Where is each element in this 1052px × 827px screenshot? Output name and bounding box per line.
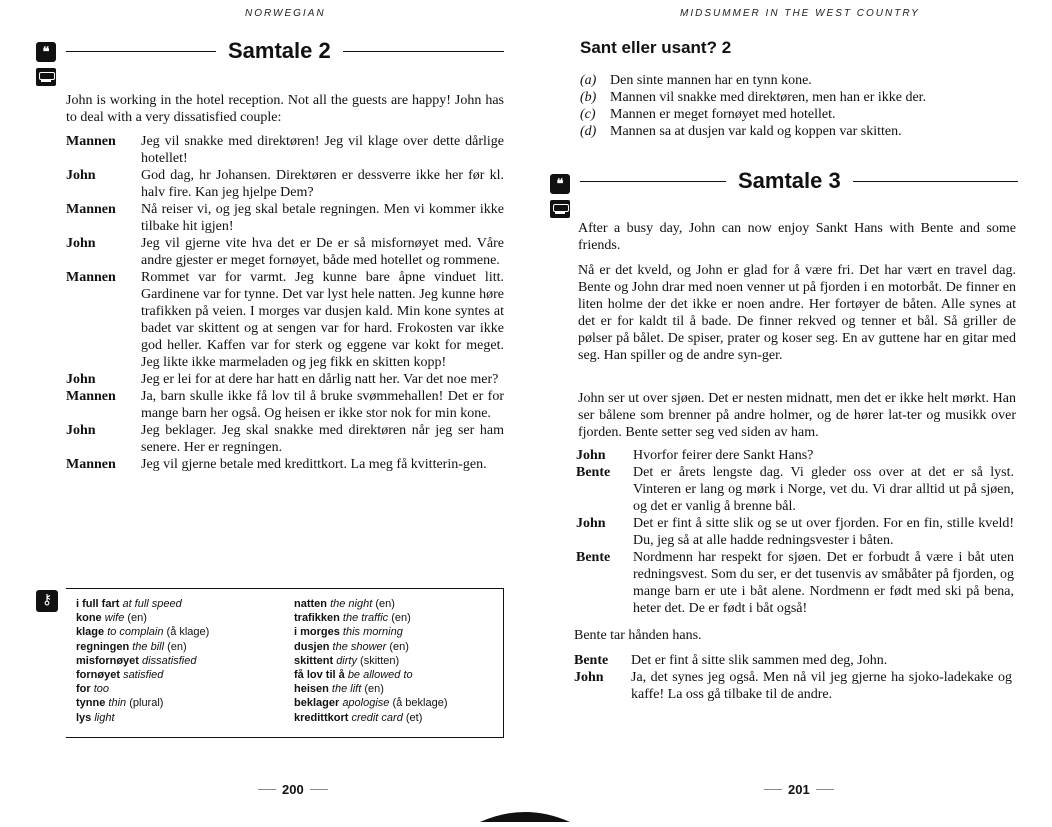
dialogue-samtale-3-part-1 <box>576 447 1014 617</box>
vocab-extra: (en) <box>389 640 409 653</box>
vocab-meaning: the traffic <box>342 612 389 625</box>
dialogue-line <box>66 167 504 201</box>
speaker-name: John <box>66 236 96 251</box>
vocab-meaning: apologise <box>342 697 390 710</box>
exercise-item <box>580 72 1020 89</box>
vocabulary-column-left <box>76 597 209 725</box>
cassette-tape-icon <box>36 68 56 86</box>
speaker-name: Bente <box>576 550 611 565</box>
vocab-extra: (plural) <box>129 697 164 710</box>
section-heading-samtale-2 <box>66 38 504 64</box>
right-page <box>526 0 1052 822</box>
vocab-meaning: to complain <box>107 626 164 639</box>
vocab-meaning: the lift <box>331 683 362 696</box>
vocab-meaning: thin <box>108 697 127 710</box>
speaker-name: John <box>66 168 96 183</box>
section-title: Samtale 2 <box>228 38 331 63</box>
vocabulary-entry <box>294 654 448 668</box>
dialogue-samtale-2 <box>66 133 504 473</box>
speaker-name: Mannen <box>66 134 116 149</box>
story-paragraph-2: John ser ut over sjøen. Det er nesten midnatt, men det er ikke helt mørkt. Han ser bålene som brenner på andre holmer, og de hører lat-ter og musikk over fjorden. Bente setter seg ved siden av ham. <box>578 391 1016 440</box>
vocab-word: i full fart <box>76 598 120 610</box>
vocabulary-entry <box>294 640 448 654</box>
narration-line: Bente tar hånden hans. <box>574 628 702 643</box>
dialogue-line <box>576 515 1014 549</box>
vocab-word: tynne <box>76 697 106 710</box>
vocabulary-entry <box>76 625 209 639</box>
vocab-meaning: credit card <box>351 711 403 724</box>
exercise-item <box>580 106 1020 123</box>
key-icon: ⚷ <box>36 590 58 612</box>
speaker-name: John <box>576 448 606 463</box>
exercise-heading: Sant eller usant? 2 <box>580 38 732 57</box>
exercise-text: Mannen sa at dusjen var kald og koppen var skitten. <box>610 124 902 139</box>
speaker-name: John <box>574 670 604 685</box>
dialogue-text: Rommet var for varmt. Jeg kunne bare åpne vinduet litt. Gardinene var for tynne. Det var lyst hele natten. Jeg kunne høre trafikken på veien. I morges var dusjen kald. Min kone syntes at badet var skittent og at sengen var for hard. Frokosten var ikke god heller. Kaffen var for sterk og eggene var kokt for meget. Jeg likte ikke marmeladen og jeg fikk en skitten kopp! <box>141 270 504 370</box>
speaker-name: John <box>66 423 96 438</box>
dialogue-line <box>66 201 504 235</box>
dialogue-text: Det er fint å sitte slik sammen med deg, John. <box>631 653 888 668</box>
section-heading-samtale-3 <box>580 168 1018 194</box>
vocabulary-entry <box>76 682 209 696</box>
vocab-word: beklager <box>294 697 340 710</box>
running-head-left: NORWEGIAN <box>245 8 326 19</box>
vocab-word: få lov til å <box>294 669 345 682</box>
page-number-value: 201 <box>788 782 810 797</box>
vocab-word: kone <box>76 612 102 625</box>
vocab-word: klage <box>76 626 105 639</box>
dialogue-samtale-3-part-2 <box>574 652 1012 703</box>
dash-decoration <box>764 789 782 790</box>
vocab-extra: (å klage) <box>166 626 210 639</box>
speech-bubble-icon: ❝ <box>550 174 570 194</box>
section-title: Samtale 3 <box>738 168 841 193</box>
speaker-name: John <box>576 516 606 531</box>
vocab-extra: (skitten) <box>360 654 400 667</box>
vocab-meaning: the bill <box>132 640 165 653</box>
vocab-word: kredittkort <box>294 711 349 724</box>
exercise-list <box>580 72 1020 140</box>
vocab-extra: (en) <box>375 598 395 610</box>
vocab-word: trafikken <box>294 612 340 625</box>
page-number-left <box>252 782 334 797</box>
vocabulary-entry <box>294 696 448 710</box>
vocabulary-entry <box>294 625 448 639</box>
intro-paragraph: John is working in the hotel reception. Not all the guests are happy! John has to deal with a very dissatisfied couple: <box>66 93 504 125</box>
page-number-value: 200 <box>282 782 304 797</box>
exercise-label: (c) <box>580 107 596 122</box>
vocabulary-entry <box>76 711 209 725</box>
dialogue-text: Jeg vil snakke med direktøren! Jeg vil klage over dette dårlige hotellet! <box>141 134 504 166</box>
dialogue-text: Nå reiser vi, og jeg skal betale regningen. Men vi kommer ikke tilbake hit igjen! <box>141 202 504 234</box>
intro-paragraph: After a busy day, John can now enjoy Sankt Hans with Bente and some friends. <box>578 221 1016 253</box>
vocab-extra: (å beklage) <box>392 697 448 710</box>
vocabulary-entry <box>76 611 209 625</box>
speaker-name: Mannen <box>66 457 116 472</box>
vocab-extra: (en) <box>391 612 411 625</box>
vocab-meaning: dirty <box>336 654 357 667</box>
vocab-meaning: the night <box>330 598 373 610</box>
speaker-name: Mannen <box>66 389 116 404</box>
vocabulary-entry <box>76 668 209 682</box>
vocab-word: natten <box>294 598 327 610</box>
vocab-meaning: wife <box>104 612 125 625</box>
vocabulary-entry <box>76 696 209 710</box>
vocabulary-entry <box>76 640 209 654</box>
vocab-extra: (en) <box>127 612 147 625</box>
speaker-name: Bente <box>574 653 609 668</box>
vocabulary-entry <box>76 597 209 611</box>
dialogue-line <box>66 456 504 473</box>
dialogue-line <box>574 652 1012 669</box>
vocab-meaning: dissatisfied <box>142 654 197 667</box>
vocabulary-column-right <box>294 597 448 725</box>
dash-decoration <box>816 789 834 790</box>
dialogue-line <box>66 371 504 388</box>
dialogue-line <box>66 133 504 167</box>
exercise-label: (d) <box>580 124 597 139</box>
vocabulary-entry <box>294 682 448 696</box>
speaker-name: Mannen <box>66 202 116 217</box>
dialogue-text: Jeg er lei for at dere har hatt en dårlig natt her. Var det noe mer? <box>141 372 499 387</box>
vocab-meaning: the shower <box>332 640 387 653</box>
dialogue-text: Jeg vil gjerne vite hva det er De er så misfornøyet med. Våre andre gjester er meget fornøyet, både med hotellet og rommene. <box>141 236 504 268</box>
vocab-meaning: too <box>93 683 110 696</box>
vocab-word: regningen <box>76 640 130 653</box>
dialogue-text: Nordmenn har respekt for sjøen. Det er forbudt å være i båt uten redningsvest. Som du ser, er det tusenvis av småbåter på fjorden, og mange barn er ute i båt alene. Nordmenn er født med ski på bena, heter det. De er født i båt også! <box>633 550 1014 616</box>
dialogue-line <box>576 549 1014 617</box>
vocabulary-entry <box>294 711 448 725</box>
vocab-extra: (et) <box>405 711 423 724</box>
dialogue-text: Ja, det synes jeg også. Men nå vil jeg gjerne ha sjoko-ladekake og kaffe! La oss gå tilbake til de andre. <box>631 670 1012 702</box>
vocab-meaning: at full speed <box>122 598 182 610</box>
vocab-word: dusjen <box>294 640 330 653</box>
dialogue-line <box>576 447 1014 464</box>
speaker-name: Bente <box>576 465 611 480</box>
exercise-item <box>580 123 1020 140</box>
exercise-label: (a) <box>580 73 597 88</box>
dialogue-line <box>574 669 1012 703</box>
exercise-text: Mannen vil snakke med direktøren, men han er ikke der. <box>610 90 927 105</box>
vocabulary-entry <box>294 668 448 682</box>
dialogue-text: Det er årets lengste dag. Vi gleder oss over at det er så lyst. Vinteren er lang og mørk i Norge, vet du. Vi drar alltid ut på sjøen, og det er vanlig å brenne bål. <box>633 465 1014 514</box>
exercise-item <box>580 89 1020 106</box>
dash-decoration <box>258 789 276 790</box>
vocab-word: lys <box>76 711 92 724</box>
cassette-tape-icon <box>550 200 570 218</box>
dialogue-line <box>66 235 504 269</box>
exercise-text: Den sinte mannen har en tynn kone. <box>610 73 812 88</box>
page-number-right <box>758 782 840 797</box>
dialogue-text: Jeg vil gjerne betale med kredittkort. La meg få kvitterin-gen. <box>141 457 487 472</box>
vocabulary-box <box>66 588 504 738</box>
left-page <box>0 0 526 822</box>
dialogue-line <box>66 422 504 456</box>
vocabulary-entry <box>294 597 448 611</box>
vocabulary-entry <box>76 654 209 668</box>
vocab-extra: (en) <box>167 640 187 653</box>
vocab-extra: (en) <box>364 683 384 696</box>
dialogue-text: Hvorfor feirer dere Sankt Hans? <box>633 448 814 463</box>
vocab-meaning: be allowed to <box>347 669 413 682</box>
dialogue-line <box>576 464 1014 515</box>
dash-decoration <box>310 789 328 790</box>
story-paragraph-1: Nå er det kveld, og John er glad for å være fri. Det har vært en travel dag. Bente og John drar med noen venner ut på fjorden i en motorbåt. De finner en liten holme der det ikke er noen andre. Her fortøyer de båten. Alle synes at det er for kaldt til å bade. De finner rekved og tenner et bål. Så griller de pølser på bålet. De spiser, prater og koser seg. En av guttene har en gitar med seg. Han spiller og de andre syn-ger. <box>578 263 1016 363</box>
vocab-word: fornøyet <box>76 669 120 682</box>
dialogue-text: Det er fint å sitte slik og se ut over fjorden. For en fin, stille kveld! Du, jeg så at alle hadde redningsvester i båten. <box>633 516 1014 548</box>
speaker-name: John <box>66 372 96 387</box>
vocab-word: misfornøyet <box>76 654 139 667</box>
running-head-right: MIDSUMMER IN THE WEST COUNTRY <box>680 8 920 19</box>
vocab-word: i morges <box>294 626 340 639</box>
exercise-text: Mannen er meget fornøyet med hotellet. <box>610 107 836 122</box>
vocab-meaning: this morning <box>342 626 403 639</box>
vocab-meaning: satisfied <box>123 669 164 682</box>
dialogue-text: God dag, hr Johansen. Direktøren er dessverre ikke her før kl. halv fire. Kan jeg hjelpe Dem? <box>141 168 504 200</box>
dialogue-line <box>66 388 504 422</box>
vocab-word: for <box>76 683 91 696</box>
dialogue-text: Jeg beklager. Jeg skal snakke med direktøren når jeg ser ham senere. Her er regningen. <box>141 423 504 455</box>
vocabulary-entry <box>294 611 448 625</box>
vocab-word: heisen <box>294 683 329 696</box>
vocab-word: skittent <box>294 654 334 667</box>
speaker-name: Mannen <box>66 270 116 285</box>
book-spine-shadow <box>480 806 570 822</box>
dialogue-text: Ja, barn skulle ikke få lov til å bruke svømmehallen! Det er for mange barn her også. Og heisen er ikke stor nok for min kone. <box>141 389 504 421</box>
vocab-meaning: light <box>94 711 115 724</box>
speech-bubble-icon: ❝ <box>36 42 56 62</box>
exercise-label: (b) <box>580 90 597 105</box>
dialogue-line <box>66 269 504 371</box>
